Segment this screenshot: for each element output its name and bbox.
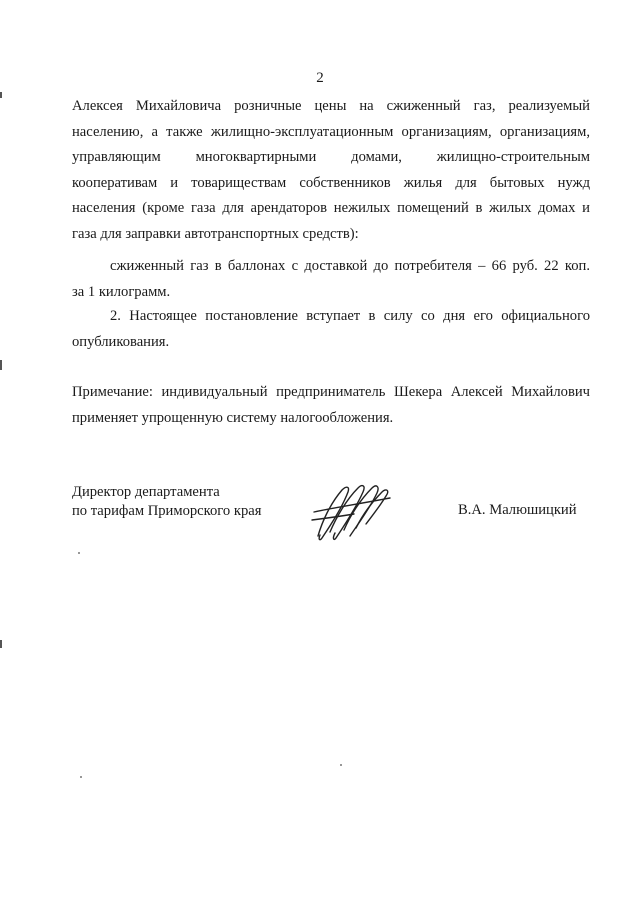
paragraph-line: опубликования. <box>72 333 170 350</box>
handwritten-signature <box>308 478 394 544</box>
paragraph-line: кооперативам и товариществам собственников жилья для бытовых нужд <box>72 174 590 191</box>
scan-speck <box>80 776 82 778</box>
signatory-name: В.А. Малюшицкий <box>458 502 577 518</box>
paragraph-line: 2. Настоящее постановление вступает в силу со дня его официального <box>110 308 590 324</box>
paragraph-gas-price <box>72 254 590 305</box>
paragraph-line: населения (кроме газа для арендаторов нежилых помещений в жилых домах и <box>72 200 590 217</box>
scan-edge-mark <box>0 92 2 98</box>
signatory-title-line: Директор департамента <box>72 484 220 500</box>
paragraph-line: за 1 килограмм. <box>72 283 171 300</box>
scan-edge-mark <box>0 360 2 370</box>
signatory-title <box>72 483 261 521</box>
note-paragraph <box>72 380 590 431</box>
scan-speck <box>340 764 342 766</box>
paragraph-effective-date <box>72 304 590 355</box>
note-line: применяет упрощенную систему налогообложения. <box>72 409 394 426</box>
note-line: Примечание: индивидуальный предприниматель Шекера Алексей Михайлович <box>72 384 590 400</box>
signatory-title-line: по тарифам Приморского края <box>72 503 262 519</box>
page-number: 2 <box>316 70 324 86</box>
paragraph-prices <box>72 94 590 248</box>
paragraph-line: управляющим многоквартирными домами, жилищно-строительным <box>72 149 590 166</box>
scan-edge-mark <box>0 640 2 648</box>
paragraph-line: газа для заправки автотранспортных средств): <box>72 225 359 242</box>
paragraph-line: сжиженный газ в баллонах с доставкой до потребителя – 66 руб. 22 коп. <box>110 258 590 274</box>
scan-speck <box>78 552 80 554</box>
paragraph-line: населению, а также жилищно-эксплуатационным организациям, организациям, <box>72 123 590 140</box>
paragraph-line: Алексея Михайловича розничные цены на сжиженный газ, реализуемый <box>72 98 590 114</box>
